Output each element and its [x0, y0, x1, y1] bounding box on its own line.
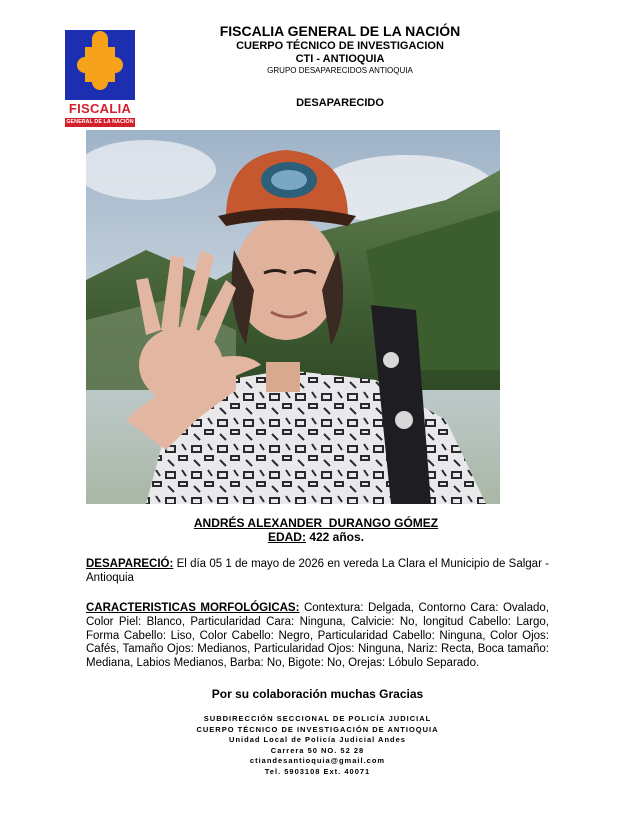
logo-brand: FISCALIA — [68, 101, 132, 116]
footer-email: ctiandesantioquia@gmail.com — [249, 756, 386, 765]
logo-emblem — [65, 30, 135, 100]
person-name: ANDRÉS ALEXANDER DURANGO GÓMEZ — [193, 516, 439, 530]
disappeared-label: DESAPARECIÓ: — [86, 558, 174, 570]
characteristics-text: Contextura: Delgada, Contorno Cara: Ovalado, Color Piel: Blanco, Particularidad Cara: Ninguna, Calvicie: No, longitud Cabello: Largo, Forma Cabello: Liso, Color Cabello: Negro, Particularidad Cabello: Ninguna, Color Ojos: Cafés, Tamaño Ojos: Medianos, Particularidad Ojos: Ninguna, Nariz: Recta, Boca tamaño: Mediana, Labios Medianos, Barba: No, Bigote: No, Orejas: Lóbulo Separado. — [86, 602, 549, 670]
footer-address: Carrera 50 NO. 52 28 — [270, 745, 365, 755]
morphological-characteristics — [86, 602, 549, 671]
missing-person-photo — [86, 130, 500, 504]
disappearance-details — [86, 558, 549, 586]
person-age — [86, 530, 546, 544]
header-subtitle-2: CTI - ANTIOQUIA — [295, 53, 385, 65]
header-subtitle-1: CUERPO TÉCNICO DE INVESTIGACION — [236, 40, 444, 52]
header-subtitle-3: GRUPO DESAPARECIDOS ANTIOQUIA — [267, 66, 413, 75]
footer-line-2: CUERPO TÉCNICO DE INVESTIGACIÓN DE ANTIOQUIA — [196, 724, 439, 734]
footer-line-3: Unidad Local de Policía Judicial Andes — [229, 735, 406, 744]
disappeared-text: El día 05 1 de mayo de 2026 en vereda La Clara el Municipio de Salgar - Antioquia — [86, 558, 549, 584]
age-label: EDAD: — [267, 530, 306, 544]
thanks-message: Por su colaboración muchas Gracias — [211, 687, 424, 701]
contact-footer — [86, 714, 549, 777]
logo-tagline: GENERAL DE LA NACIÓN — [66, 119, 134, 125]
fiscalia-logo — [65, 30, 135, 128]
puzzle-piece-icon — [65, 30, 135, 100]
footer-phone: Tel. 5903108 Ext. 40071 — [264, 766, 371, 776]
age-value: 422 años. — [309, 530, 365, 544]
header-title: FISCALIA GENERAL DE LA NACIÓN — [219, 23, 461, 39]
characteristics-label: CARACTERISTICAS MORFOLÓGICAS: — [86, 602, 300, 614]
footer-line-1: SUBDIRECCIÓN SECCIONAL DE POLICÍA JUDICIAL — [203, 714, 432, 723]
status-title: DESAPARECIDO — [296, 97, 384, 109]
